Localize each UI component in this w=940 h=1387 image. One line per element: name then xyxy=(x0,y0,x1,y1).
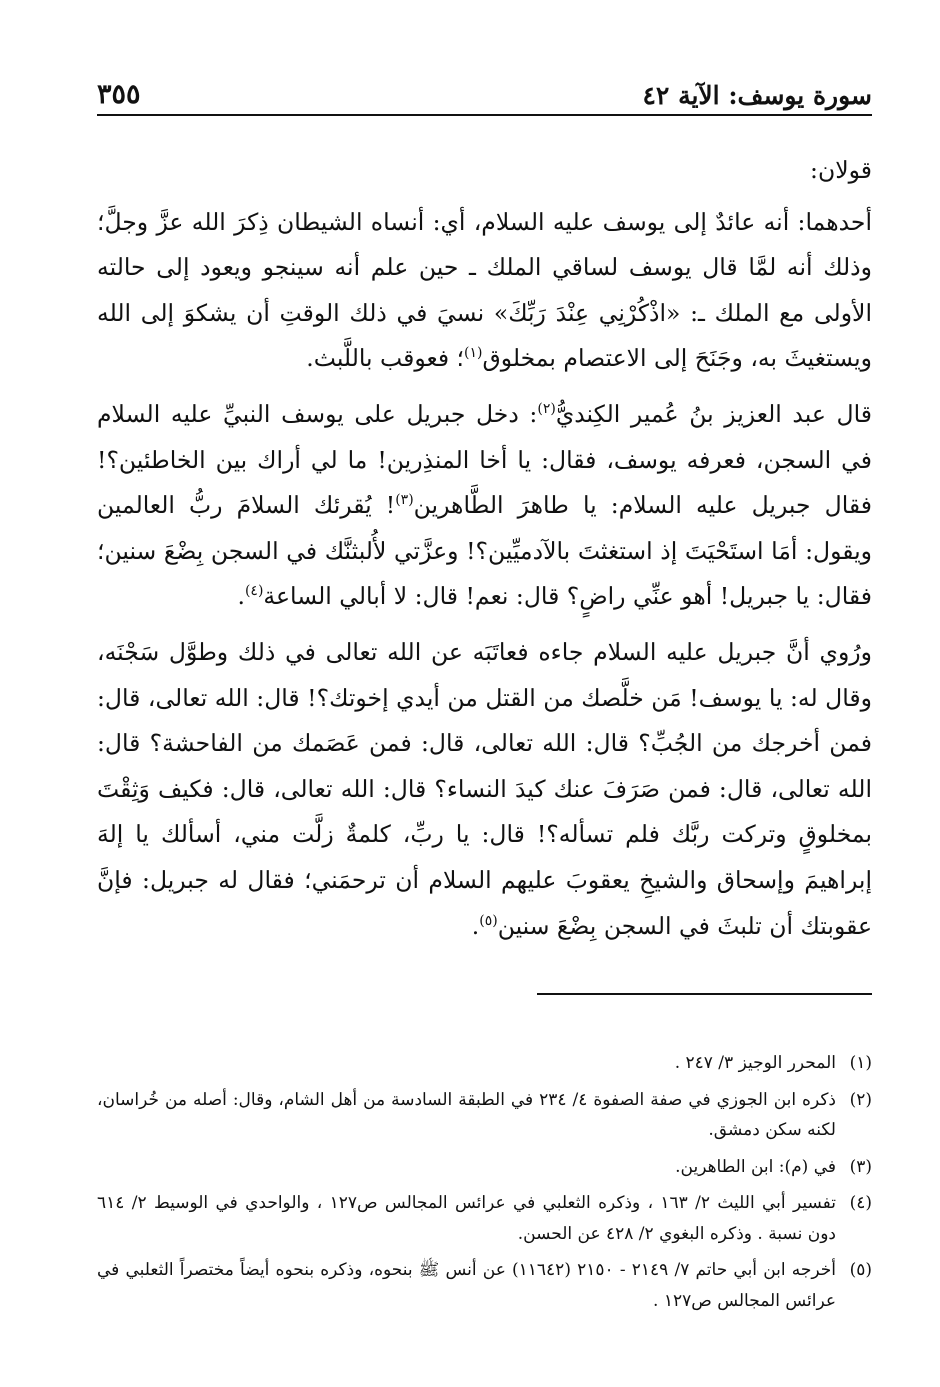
footnotes xyxy=(97,1048,872,1322)
footnote-text: في (م): ابن الطاهرين. xyxy=(675,1156,836,1177)
paragraph-3 xyxy=(97,630,872,949)
page-header xyxy=(97,70,872,110)
footnote-1 xyxy=(97,1048,872,1079)
footnote-text: ذكره ابن الجوزي في صفة الصفوة ٤/ ٢٣٤ في الطبقة السادسة من أهل الشام، وقال: أصله من خُراسان، لكنه سكن دمشق. xyxy=(97,1089,836,1140)
footnote-number: (١) xyxy=(849,1053,872,1073)
footnote-2 xyxy=(97,1085,872,1146)
footnote-ref-2[interactable]: (٢) xyxy=(537,401,556,418)
footnote-3 xyxy=(97,1152,872,1183)
footnote-rule xyxy=(537,993,872,995)
paragraph-1-text: أحدهما: أنه عائدٌ إلى يوسف عليه السلام، أي: أنساه الشيطان ذِكرَ الله عزَّ وجلَّ؛ وذلك أنه لمَّا قال يوسف لساقي الملك ـ حين علم أنه سينجو ويعود إلى حالته الأولى مع الملك ـ: «اذْكُرْنِي عِنْدَ رَبِّكَ» نسيَ في ذلك الوقتِ أن يشكوَ إلى الله ويستغيثَ به، وجَنَحَ إلى الاعتصام بمخلوق xyxy=(97,207,872,373)
running-header-title: سورة يوسف: الآية ٤٢ xyxy=(642,81,872,110)
paragraph-2-text-c: ! يُقرئك السلامَ ربُّ العالمين ويقول: أمَا استَحْيَتَ إذ استغثتَ بالآدميِّين؟! وعزَّتي لأُلبثنَّك في السجن بِضْعَ سنين؛ فقال: يا جبريل! أهو عنِّي راضٍ؟ قال: نعم! قال: لا أبالي الساعة xyxy=(97,491,872,611)
footnote-ref-5[interactable]: (٥) xyxy=(479,912,498,929)
footnote-text: أخرجه ابن أبي حاتم ٧/ ٢١٤٩ - ٢١٥٠ (١١٦٤٢) عن أنس ﷺ بنحوه، وذكره بنحوه أيضاً مختصراً الثعلبي في عرائس المجالس ص١٢٧ . xyxy=(97,1260,836,1311)
footnote-ref-4[interactable]: (٤) xyxy=(244,583,264,600)
paragraph-3-end: . xyxy=(471,911,480,940)
footnote-ref-3[interactable]: (٣) xyxy=(395,492,414,509)
header-rule xyxy=(97,114,872,116)
paragraph-2-text-b: : دخل جبريل على يوسف النبيِّ عليه السلام في السجن، فعرفه يوسف، فقال: يا أخا المنذِرين! ما لي أراك بين الخاطئين؟! فقال جبريل عليه السلام: يا طاهرَ الطَّاهرين xyxy=(97,399,872,520)
footnote-number: (٥) xyxy=(849,1260,872,1280)
footnote-4 xyxy=(97,1188,872,1249)
paragraph-2 xyxy=(97,392,872,620)
paragraph-intro: قولان: xyxy=(810,156,872,184)
footnote-number: (٤) xyxy=(849,1193,872,1213)
paragraph-1 xyxy=(97,200,872,382)
footnote-text: تفسير أبي الليث ٢/ ١٦٣ ، وذكره الثعلبي في عرائس المجالس ص١٢٧ ، والواحدي في الوسيط ٢/ ٦١٤ دون نسبة . وذكره البغوي ٢/ ٤٢٨ عن الحسن. xyxy=(97,1193,836,1244)
paragraph-2-text-a: قال عبد العزيز بنُ عُمير الكِنديُّ xyxy=(555,399,872,428)
page-number: ٣٥٥ xyxy=(97,79,141,110)
footnote-ref-1[interactable]: (١) xyxy=(464,345,483,362)
footnote-5 xyxy=(97,1255,872,1316)
main-text xyxy=(97,148,872,949)
footnote-number: (٣) xyxy=(849,1156,872,1177)
footnote-text: المحرر الوجيز ٣/ ٢٤٧ . xyxy=(674,1053,836,1073)
paragraph-3-text: ورُوي أنَّ جبريل عليه السلام جاءه فعاتَبَه عن الله تعالى في ذلك وطوَّل سَجْنَه، وقال له: يا يوسف! مَن خلَّصك من القتل من أيدي إخوتك؟! قال: الله تعالى، قال: فمن أخرجك من الجُبِّ؟ قال: الله تعالى، قال: فمن عَصَمك من الفاحشة؟ قال: الله تعالى، قال: فمن صَرَفَ عنك كيدَ النساء؟ قال: الله تعالى، قال: فكيف وَثِقْتَ بمخلوقٍ وتركت ربَّك فلم تسأله؟! قال: يا ربِّ، كلمةٌ زلَّت مني، أسألك يا إلهَ إبراهيمَ وإسحاق والشيخِ يعقوبَ عليهم السلام أن ترحمَني؛ فقال له جبريل: فإنَّ عقوبتك أن تلبثَ في السجن بِضْعَ سنين xyxy=(97,637,872,940)
paragraph-1-end: ؛ فعوقب باللَّبث. xyxy=(306,344,464,373)
footnote-number: (٢) xyxy=(849,1089,872,1110)
paragraph-2-end: . xyxy=(237,582,245,611)
